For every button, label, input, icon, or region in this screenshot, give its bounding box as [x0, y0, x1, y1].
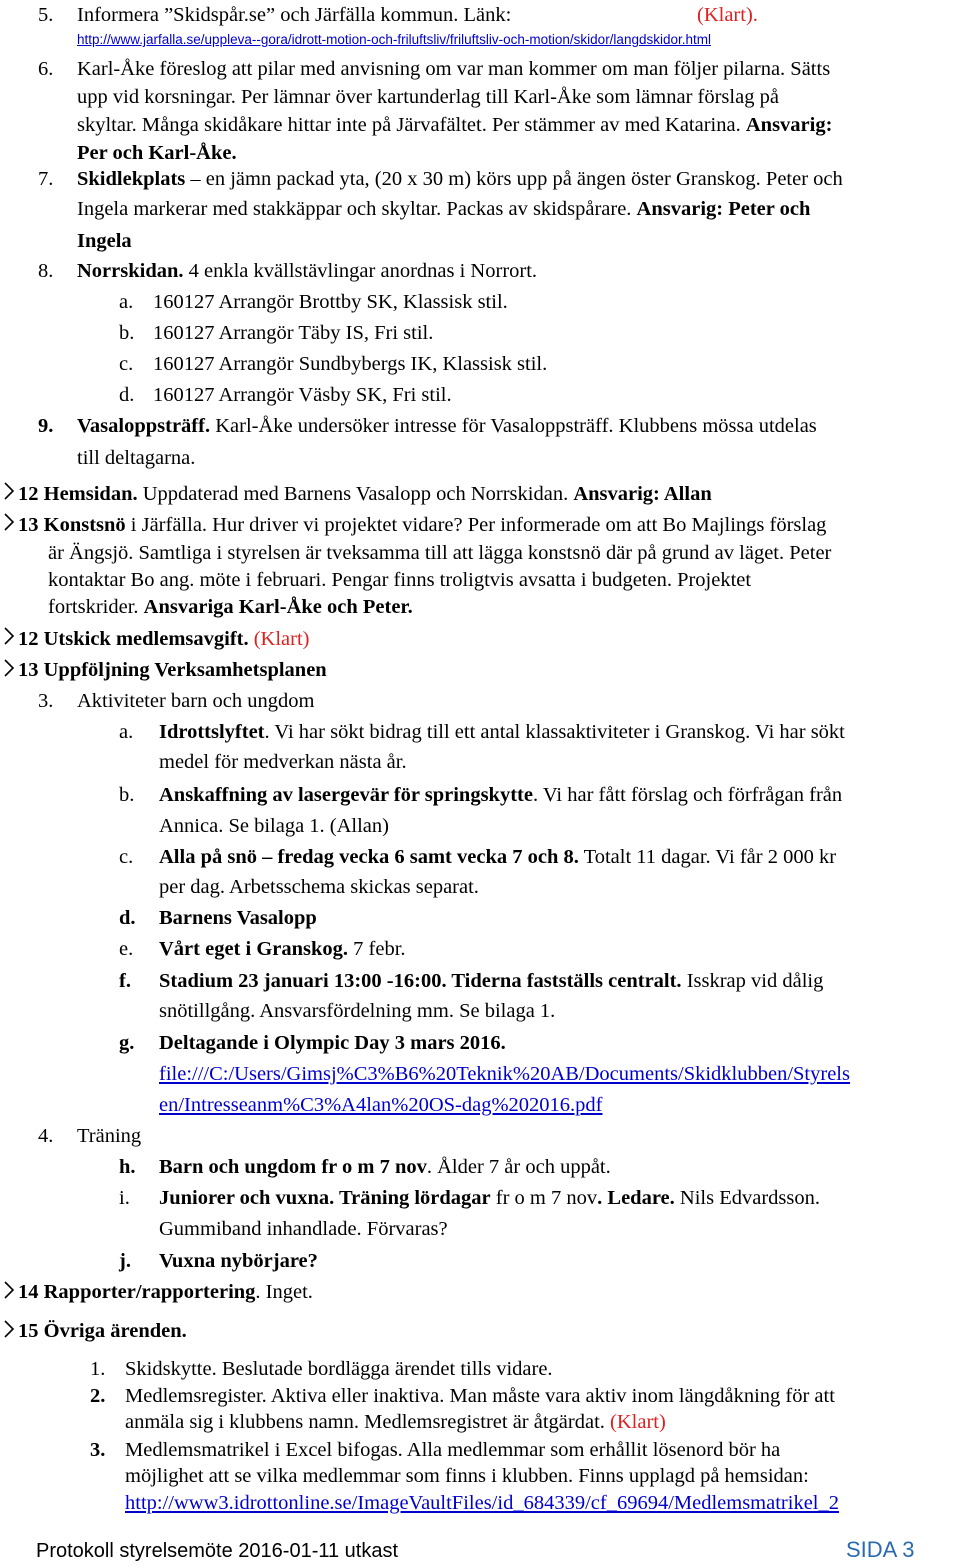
- page-number: SIDA 3: [846, 1537, 915, 1562]
- item-text: upp vid korsningar. Per lämnar över kartunderlag till Karl-Åke som lämnar förslag på: [77, 86, 779, 108]
- item-text: [77, 413, 817, 439]
- section-title: 14 Rapporter/rapportering: [18, 1281, 256, 1303]
- sub-item-text-part: . Ålder 7 år och uppåt.: [426, 1156, 611, 1178]
- responsible-names: Ingela: [77, 230, 132, 252]
- olympic-day-file-link[interactable]: file:///C:/Users/Gimsj%C3%B6%20Teknik%20AB/Documents/Skidklubben/Styrels: [159, 1063, 850, 1085]
- sub-item-text: 160127 Arrangör Väsby SK, Fri stil.: [153, 384, 452, 406]
- sub-item-title: Stadium 23 januari 13:00 -16:00. Tiderna fastställs centralt.: [159, 970, 682, 992]
- sub-item-text: [159, 782, 842, 808]
- section-text: Uppdaterad med Barnens Vasalopp och Norrskidan.: [142, 483, 569, 505]
- item-number: 3.: [90, 1439, 106, 1461]
- arrow-bullet-icon: [2, 480, 16, 509]
- section-title: 13 Konstsnö: [18, 514, 126, 536]
- sub-item-text: snötillgång. Ansvarsfördelning mm. Se bilaga 1.: [159, 1000, 556, 1022]
- item-text-part: skyltar. Många skidåkare hittar inte på Järvafältet. Per stämmer av med Katarina.: [77, 114, 741, 136]
- section-title: 15 Övriga ärenden.: [18, 1320, 187, 1342]
- item-text-part: 4 enkla kvällstävlingar anordnas i Norrort.: [188, 260, 538, 282]
- sub-item-text: 160127 Arrangör Sundbybergs IK, Klassisk stil.: [153, 353, 548, 375]
- sub-item-title: Barn och ungdom fr o m 7 nov: [159, 1156, 427, 1178]
- item-text: Skidskytte. Beslutade bordlägga ärendet tills vidare.: [125, 1358, 553, 1380]
- sub-letter: b.: [119, 784, 135, 806]
- sub-letter: i.: [119, 1187, 130, 1209]
- responsible-label: Ansvariga Karl-Åke och Peter.: [143, 596, 413, 618]
- sub-item-title: Alla på snö – fredag vecka 6 samt vecka 7 och 8.: [159, 846, 579, 868]
- item-number: 2.: [90, 1385, 106, 1407]
- item-text: [125, 1409, 666, 1435]
- item-text: Träning: [77, 1125, 142, 1147]
- item-text: Karl-Åke föreslog att pilar med anvisning om var man kommer om man följer pilarna. Sätts: [77, 58, 831, 80]
- sub-item-text: 160127 Arrangör Brottby SK, Klassisk stil.: [153, 291, 508, 313]
- item-number: 9.: [38, 415, 54, 437]
- arrow-bullet-icon: [2, 511, 16, 540]
- footer-title: Protokoll styrelsemöte 2016-01-11 utkast: [36, 1540, 399, 1562]
- sub-letter: h.: [119, 1156, 136, 1178]
- item-text: [77, 166, 843, 192]
- responsible-label: Ansvarig: Peter och: [636, 198, 811, 220]
- sub-item-text: Gummiband inhandlade. Förvaras?: [159, 1218, 448, 1240]
- status-klart: (Klart): [253, 628, 310, 650]
- arrow-bullet-icon: [2, 625, 16, 654]
- sub-item-text: [159, 936, 406, 962]
- item-text: Informera ”Skidspår.se” och Järfälla kommun. Länk:: [77, 4, 512, 26]
- section-text: i Järfälla. Hur driver vi projektet vidare? Per informerade om att Bo Majlings förslag: [130, 514, 827, 536]
- sub-item-text: [159, 719, 845, 745]
- sub-letter: c.: [119, 353, 134, 375]
- responsible-names: Per och Karl-Åke.: [77, 142, 237, 164]
- sub-item-title: Barnens Vasalopp: [159, 907, 317, 929]
- section-heading: [18, 481, 712, 507]
- section-heading: [18, 512, 826, 538]
- sub-item-text-part: fr o m 7 nov: [495, 1187, 598, 1209]
- section-text: är Ängsjö. Samtliga i styrelsen är tveksamma till att lägga konstsnö där på grund av läget. Peter: [48, 542, 832, 564]
- sub-item-text: per dag. Arbetsschema skickas separat.: [159, 876, 479, 898]
- item-title: Skidlekplats: [77, 168, 186, 190]
- olympic-day-file-link[interactable]: en/Intresseanm%C3%A4lan%20OS-dag%202016.pdf: [159, 1094, 603, 1116]
- section-title: 12 Hemsidan.: [18, 483, 138, 505]
- sub-item-text: [159, 1185, 820, 1211]
- item-number: 8.: [38, 260, 54, 282]
- sub-item-text: [159, 1154, 611, 1180]
- sub-item-text-part: Nils Edvardsson.: [679, 1187, 820, 1209]
- sub-item-title: Deltagande i Olympic Day 3 mars 2016.: [159, 1032, 506, 1054]
- status-klart: (Klart).: [697, 4, 758, 26]
- arrow-bullet-icon: [2, 657, 16, 686]
- status-klart: (Klart): [610, 1411, 666, 1433]
- item-number: 5.: [38, 4, 54, 26]
- sub-item-text-part: Totalt 11 dagar. Vi får 2 000 kr: [583, 846, 837, 868]
- section-text: [48, 594, 413, 620]
- sub-item-title: Juniorer och vuxna. Träning lördagar: [159, 1187, 491, 1209]
- section-title: 12 Utskick medlemsavgift.: [18, 628, 249, 650]
- item-number: 3.: [38, 690, 54, 712]
- item-text: Medlemsmatrikel i Excel bifogas. Alla medlemmar som erhållit lösenord bör ha: [125, 1439, 781, 1461]
- item-title: Norrskidan.: [77, 260, 184, 282]
- jarfalla-link[interactable]: http://www.jarfalla.se/uppleva--gora/idrott-motion-och-friluftsliv/friluftsliv-och-motion/skidor/langdskidor.html: [77, 32, 711, 47]
- arrow-bullet-icon: [2, 1279, 16, 1308]
- sub-item-text-part: 7 febr.: [353, 938, 406, 960]
- sub-item-title: . Ledare.: [597, 1187, 675, 1209]
- sub-item-text-part: Isskrap vid dålig: [686, 970, 824, 992]
- sub-letter: e.: [119, 938, 134, 960]
- item-text: Aktiviteter barn och ungdom: [77, 690, 315, 712]
- responsible-label: Ansvarig: Allan: [573, 483, 712, 505]
- arrow-bullet-icon: [2, 1318, 16, 1347]
- sub-item-title: Vuxna nybörjare?: [159, 1250, 318, 1272]
- item-text: [77, 196, 810, 222]
- sub-item-title: Idrottslyftet: [159, 721, 265, 743]
- sub-letter: j.: [119, 1250, 131, 1272]
- item-text-part: Karl-Åke undersöker intresse för Vasaloppsträff. Klubbens mössa utdelas: [215, 415, 817, 437]
- section-heading: [18, 1279, 313, 1305]
- sub-letter: b.: [119, 322, 135, 344]
- item-number: 1.: [90, 1358, 106, 1380]
- sub-item-text: [159, 968, 823, 994]
- sub-item-text: 160127 Arrangör Täby IS, Fri stil.: [153, 322, 434, 344]
- sub-letter: d.: [119, 384, 135, 406]
- sub-letter: a.: [119, 291, 134, 313]
- sub-item-text: [159, 844, 836, 870]
- item-text: [77, 258, 537, 284]
- sub-item-text-part: . Vi har sökt bidrag till ett antal klassaktiviteter i Granskog. Vi har sökt: [264, 721, 845, 743]
- item-number: 4.: [38, 1125, 54, 1147]
- sub-letter: g.: [119, 1032, 135, 1054]
- section-text-part: fortskrider.: [48, 596, 139, 618]
- item-title: Vasaloppsträff.: [77, 415, 211, 437]
- item-text-part: Ingela markerar med stakkäppar och skyltar. Packas av skidspårare.: [77, 198, 632, 220]
- sub-item-text: medel för medverkan nästa år.: [159, 751, 407, 773]
- item-text-part: – en jämn packad yta, (20 x 30 m) körs upp på ängen öster Granskog. Peter och: [190, 168, 843, 190]
- section-title: 13 Uppföljning Verksamhetsplanen: [18, 659, 327, 681]
- sub-item-title: Vårt eget i Granskog.: [159, 938, 349, 960]
- item-text: till deltagarna.: [77, 447, 196, 469]
- item-number: 6.: [38, 58, 54, 80]
- responsible-label: Ansvarig:: [745, 114, 833, 136]
- section-heading: [18, 626, 310, 652]
- section-text: . Inget.: [255, 1281, 313, 1303]
- item-text: Medlemsregister. Aktiva eller inaktiva. Man måste vara aktiv inom längdåkning för att: [125, 1385, 835, 1407]
- sub-letter: d.: [119, 907, 136, 929]
- sub-letter: f.: [119, 970, 131, 992]
- item-text: möjlighet att se vilka medlemmar som finns i klubben. Finns upplagd på hemsidan:: [125, 1465, 809, 1487]
- item-number: 7.: [38, 168, 54, 190]
- sub-letter: c.: [119, 846, 134, 868]
- medlemsmatrikel-link[interactable]: http://www3.idrottonline.se/ImageVaultFiles/id_684339/cf_69694/Medlemsmatrikel_2: [125, 1492, 839, 1514]
- sub-item-text-part: . Vi har fått förslag och förfrågan från: [532, 784, 843, 806]
- item-text: [77, 112, 832, 138]
- sub-letter: a.: [119, 721, 134, 743]
- sub-item-title: Anskaffning av lasergevär för springskytte: [159, 784, 533, 806]
- sub-item-text: Annica. Se bilaga 1. (Allan): [159, 815, 389, 837]
- section-text: kontaktar Bo ang. möte i februari. Pengar finns troligtvis avsatta i budgeten. Projektet: [48, 569, 752, 591]
- item-text-part: anmäla sig i klubbens namn. Medlemsregistret är åtgärdat.: [125, 1411, 605, 1433]
